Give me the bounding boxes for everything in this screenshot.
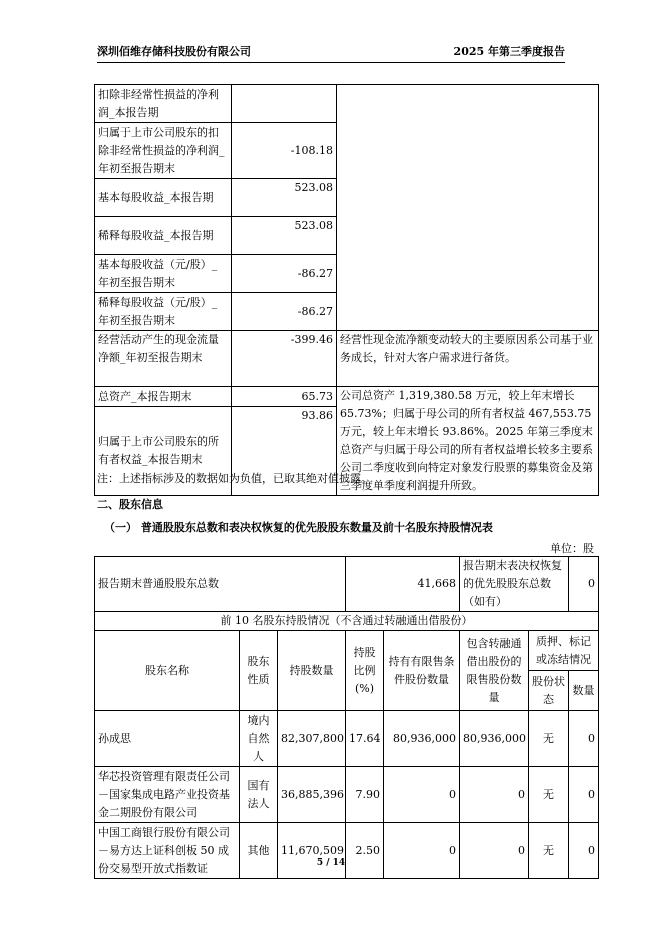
shareholder-restricted: 0 [384,767,460,823]
header-name: 股东名称 [95,631,240,711]
shareholder-status: 无 [529,823,569,879]
table-row [95,711,599,767]
indicator-value: -86.27 [232,255,337,293]
shareholder-nature: 境内自然人 [240,711,278,767]
shareholder-qty: 0 [569,767,599,823]
shareholder-lent: 80,936,000 [460,711,529,767]
shareholder-name: 中国工商银行股份有限公司－易方达上证科创板 50 成份交易型开放式指数证 [95,823,240,879]
indicator-value: 523.08 [232,217,337,255]
header-restricted: 持有有限售条件股份数量 [384,631,460,711]
unit-label: 单位：股 [550,542,594,555]
shareholder-lent: 0 [460,767,529,823]
header-status: 股份状态 [529,671,569,711]
subsection-title: （一） 普通股股东总数和表决权恢复的优先股股东数量及前十名股东持股情况表 [104,521,493,534]
indicator-label: 总资产_本报告期末 [95,387,232,407]
indicator-label: 基本每股收益（元/股）_年初至报告期末 [95,255,232,293]
shareholder-status: 无 [529,711,569,767]
blank-reason-cell [337,85,599,331]
shareholder-status: 无 [529,767,569,823]
total-shareholders-value: 41,668 [346,557,460,612]
table-row [95,823,599,879]
indicator-value: -108.18 [232,123,337,179]
shareholder-shares: 36,885,396 [278,767,346,823]
report-title: 2025 年第三季度报告 [453,45,565,58]
table-note: 注：上述指标涉及的数据如为负值，已取其绝对值披露。 [97,472,372,485]
indicator-label: 基本每股收益_本报告期 [95,179,232,217]
shareholder-shares: 11,670,509 [278,823,346,879]
shareholder-nature: 其他 [240,823,278,879]
indicator-label: 归属于上市公司股东的所有者权益_本报告期末 [95,407,232,496]
indicator-label: 稀释每股收益（元/股）_年初至报告期末 [95,293,232,331]
indicator-value [232,85,337,123]
shareholder-name: 华芯投资管理有限责任公司－国家集成电路产业投资基金二期股份有限公司 [95,767,240,823]
header-qty: 数量 [569,671,599,711]
indicator-value: 523.08 [232,179,337,217]
indicator-value: -86.27 [232,293,337,331]
indicator-label: 稀释每股收益_本报告期 [95,217,232,255]
indicator-value: 65.73 [232,387,337,407]
pref-shareholders-label: 报告期末表决权恢复的优先股股东总数（如有） [460,557,569,612]
indicator-label: 经营活动产生的现金流量净额_年初至报告期末 [95,331,232,387]
assets-reason: 公司总资产 1,319,380.58 万元，较上年末增长 65.73%；归属于母公司的所有者权益 467,553.75 万元，较上年末增长 93.86%。2025 年第三季度末总资产与归属于母公司的所有者权益增长较多主要系公司二季度收到向特定对象发行股票的募集资金及第三季度单季度利润提升所致。 [337,387,599,496]
shareholder-nature: 国有法人 [240,767,278,823]
shareholder-ratio: 2.50 [346,823,384,879]
company-name: 深圳佰维存储科技股份有限公司 [97,45,251,58]
shareholder-ratio: 7.90 [346,767,384,823]
shareholder-restricted: 0 [384,823,460,879]
shareholder-shares: 82,307,800 [278,711,346,767]
shareholder-lent: 0 [460,823,529,879]
table-row [95,767,599,823]
top10-title: 前 10 名股东持股情况（不含通过转融通出借股份） [95,612,599,631]
shareholder-name: 孙成思 [95,711,240,767]
shareholder-ratio: 17.64 [346,711,384,767]
header-nature: 股东性质 [240,631,278,711]
cashflow-reason: 经营性现金流净额变动较大的主要原因系公司基于业务成长，针对大客户需求进行备货。 [337,331,599,387]
indicator-label: 归属于上市公司股东的扣除非经常性损益的净利润_年初至报告期末 [95,123,232,179]
page-header [97,42,565,63]
indicator-value: 93.86 [232,407,337,496]
financial-indicators-table [94,84,599,496]
page-number: 5 / 14 [316,858,346,868]
section-title: 二、股东信息 [97,498,163,511]
shareholder-qty: 0 [569,711,599,767]
shareholder-restricted: 80,936,000 [384,711,460,767]
indicator-label: 扣除非经常性损益的净利润_本报告期 [95,85,232,123]
pref-shareholders-value: 0 [569,557,599,612]
total-shareholders-label: 报告期末普通股股东总数 [95,557,346,612]
header-lent: 包含转融通借出股份的限售股份数量 [460,631,529,711]
indicator-value: -399.46 [232,331,337,387]
shareholder-qty: 0 [569,823,599,879]
header-pledge: 质押、标记或冻结情况 [529,631,599,671]
header-ratio: 持股比例(%) [346,631,384,711]
header-shares: 持股数量 [278,631,346,711]
shareholders-table [94,556,599,879]
